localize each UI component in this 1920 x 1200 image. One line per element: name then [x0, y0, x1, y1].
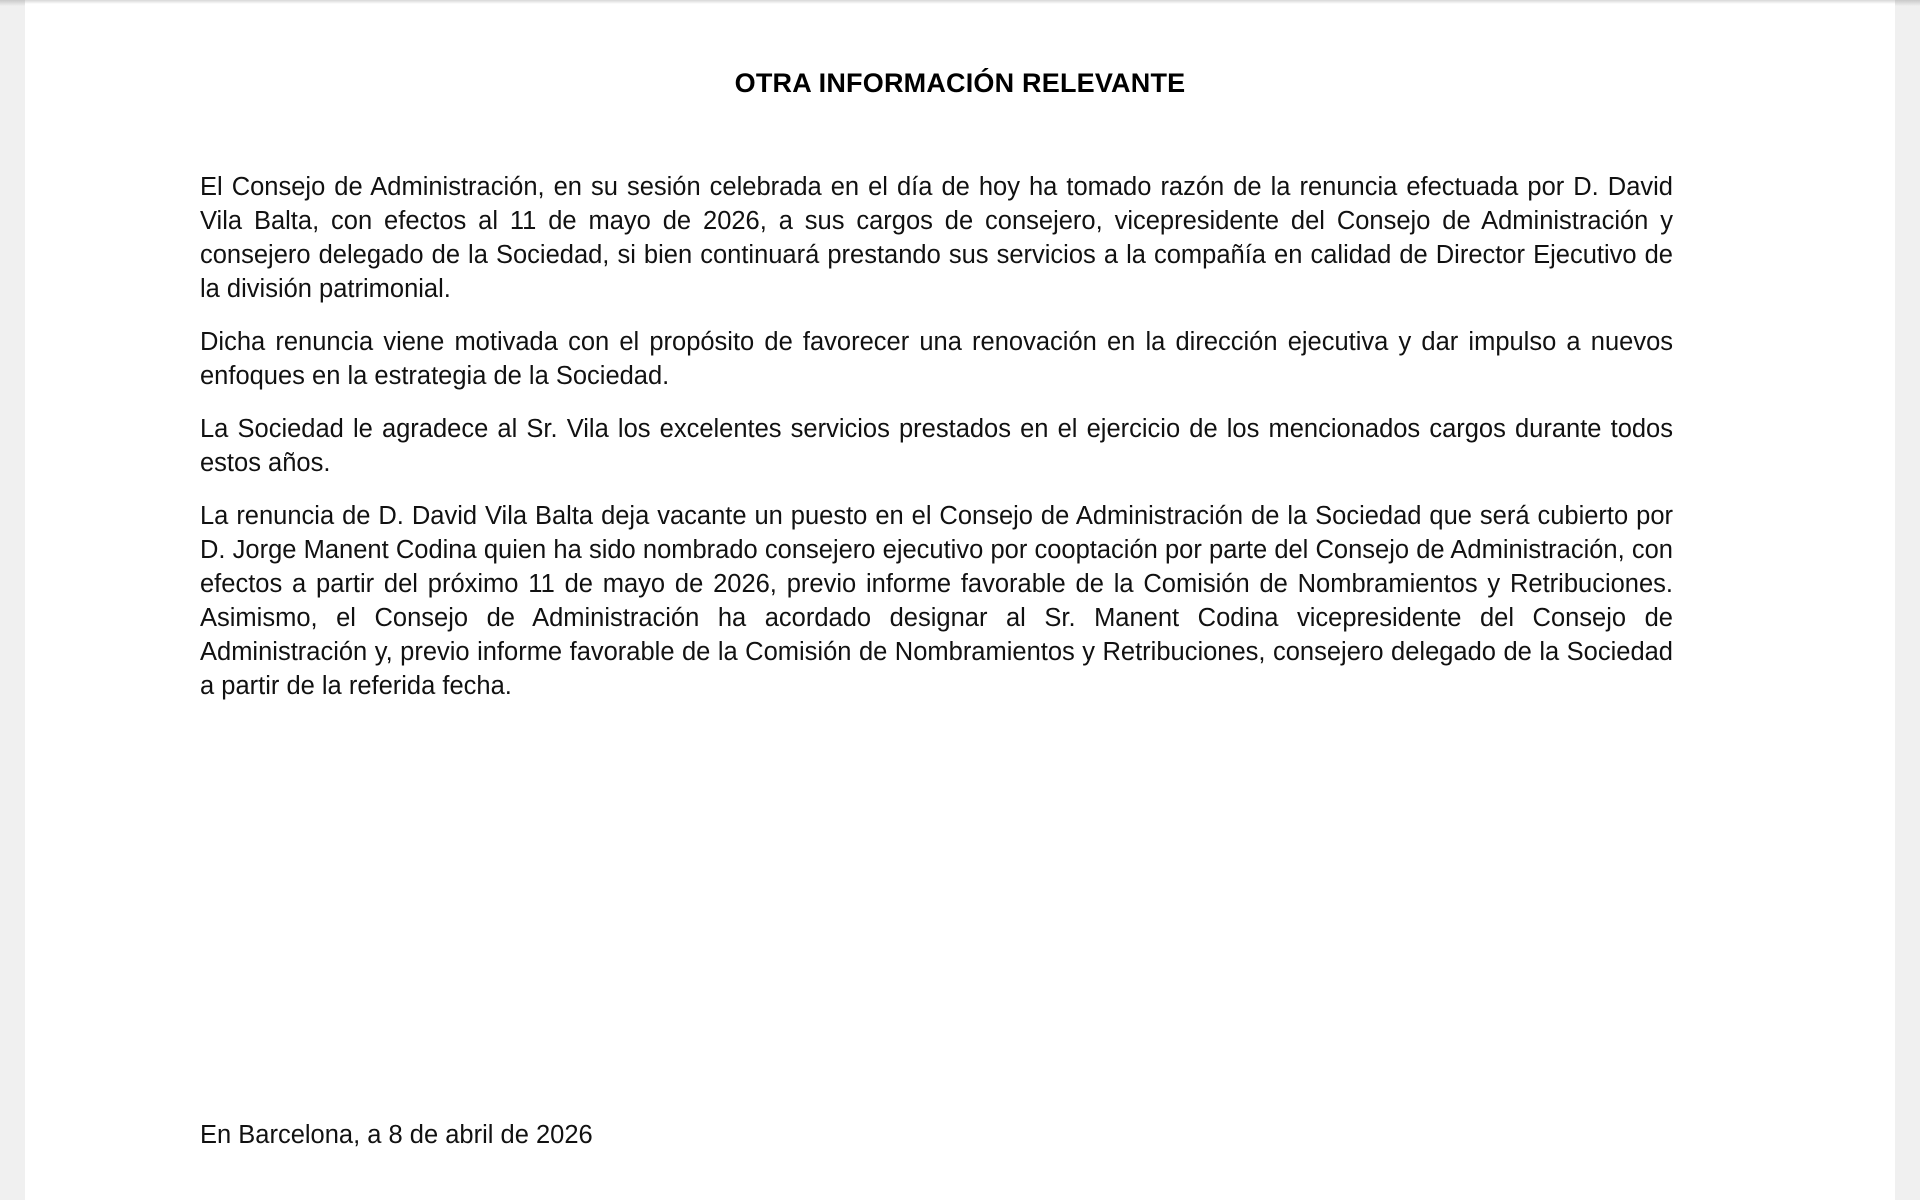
document-body	[200, 170, 1673, 703]
paragraph-resignation-notice: El Consejo de Administración, en su sesión celebrada en el día de hoy ha tomado razón de la renuncia efectuada por D. David Vila Balta, con efectos al 11 de mayo de 2026, a sus cargos de consejero, vicepresidente del Consejo de Administración y consejero delegado de la Sociedad, si bien continuará prestando sus servicios a la compañía en calidad de Director Ejecutivo de la división patrimonial.	[200, 173, 1673, 303]
document-page	[25, 0, 1895, 1200]
left-gutter-shadow	[0, 0, 25, 6]
page-top-shadow	[25, 0, 1895, 4]
right-gutter-shadow	[1895, 0, 1920, 6]
page-title: OTRA INFORMACIÓN RELEVANTE	[734, 68, 1186, 99]
paragraph-resignation-motivation: Dicha renuncia viene motivada con el propósito de favorecer una renovación en la dirección ejecutiva y dar impulso a nuevos enfoques en la estrategia de la Sociedad.	[200, 328, 1673, 390]
paragraph-acknowledgement: La Sociedad le agradece al Sr. Vila los excelentes servicios prestados en el ejercicio de los mencionados cargos durante todos estos años.	[200, 415, 1673, 477]
paragraph-replacement-appointment: La renuncia de D. David Vila Balta deja vacante un puesto en el Consejo de Administración de la Sociedad que será cubierto por D. Jorge Manent Codina quien ha sido nombrado consejero ejecutivo por cooptación por parte del Consejo de Administración, con efectos a partir del próximo 11 de mayo de 2026, previo informe favorable de la Comisión de Nombramientos y Retribuciones. Asimismo, el Consejo de Administración ha acordado designar al Sr. Manent Codina vicepresidente del Consejo de Administración y, previo informe favorable de la Comisión de Nombramientos y Retribuciones, consejero delegado de la Sociedad a partir de la referida fecha.	[200, 502, 1673, 700]
signature-place-date: En Barcelona, a 8 de abril de 2026	[200, 1121, 593, 1149]
